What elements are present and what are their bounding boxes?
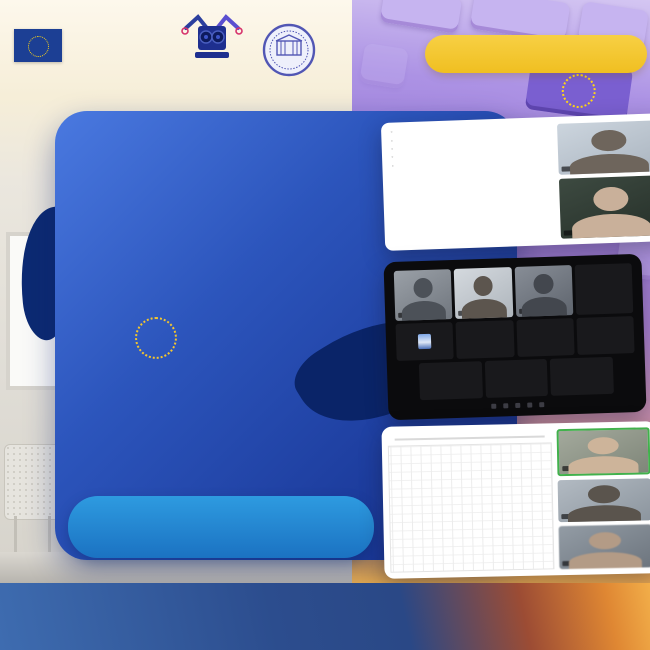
participant-name-chip	[562, 465, 588, 471]
participant-video-thumbnail	[559, 175, 650, 238]
robot-icon	[176, 12, 248, 64]
document-text-column	[390, 124, 556, 245]
document-video-column	[557, 120, 650, 238]
participant-tile	[419, 361, 483, 400]
participant-name-chip	[458, 310, 484, 316]
zoom-gallery-row	[397, 356, 636, 401]
participant-name-chip	[398, 312, 424, 318]
toolbar-icon	[515, 403, 520, 408]
participant-avatar	[418, 334, 431, 349]
participant-video-thumbnail	[454, 267, 513, 319]
participant-video-thumbnail	[394, 269, 453, 321]
document-screenshot	[381, 113, 650, 251]
footer-disclaimer	[0, 583, 650, 650]
participant-video-thumbnail	[557, 478, 650, 523]
gantt-spreadsheet-screenshot	[381, 421, 650, 579]
participant-tile	[574, 263, 633, 315]
participant-name-chip	[562, 561, 588, 567]
eu-stars-icon	[560, 72, 598, 110]
participant-tile	[576, 316, 634, 355]
seal-icon	[262, 23, 316, 77]
participant-tile	[396, 322, 454, 361]
date-badge	[425, 35, 647, 73]
participant-video-thumbnail	[556, 427, 650, 476]
edurob-logo	[176, 12, 248, 69]
participant-tile	[550, 357, 614, 396]
toolbar-icon	[539, 402, 544, 407]
eu-flag-logo	[14, 29, 62, 62]
doc-paragraph	[392, 169, 554, 175]
university-seal-logo	[262, 23, 316, 81]
participant-name-chip	[561, 514, 587, 520]
participant-tile	[484, 359, 548, 398]
doc-paragraph	[392, 169, 554, 175]
doc-heading	[392, 169, 554, 175]
participant-tile	[516, 318, 574, 357]
zoom-meeting-screenshot	[383, 254, 646, 420]
gantt-grid	[388, 442, 554, 572]
toolbar-icon	[503, 403, 508, 408]
participant-name-chip	[562, 166, 588, 172]
toolbar-icon	[527, 402, 532, 407]
gantt-video-column	[556, 427, 650, 569]
meeting-host-pill	[68, 496, 374, 558]
participant-video-thumbnail	[558, 525, 650, 570]
participant-tile	[456, 320, 514, 359]
participant-name-chip	[519, 308, 545, 314]
keyboard-key	[359, 43, 409, 89]
participant-video-thumbnail	[557, 120, 650, 175]
zoom-gallery-row	[394, 263, 634, 321]
participant-video-thumbnail	[514, 265, 573, 317]
eu-stars-emblem-icon	[135, 317, 177, 359]
zoom-gallery-row	[396, 316, 635, 361]
toolbar-icon	[491, 404, 496, 409]
gantt-area	[388, 429, 554, 572]
participant-name-chip	[564, 230, 590, 236]
keyboard-key	[380, 0, 463, 34]
eu-stars-icon	[28, 36, 49, 57]
